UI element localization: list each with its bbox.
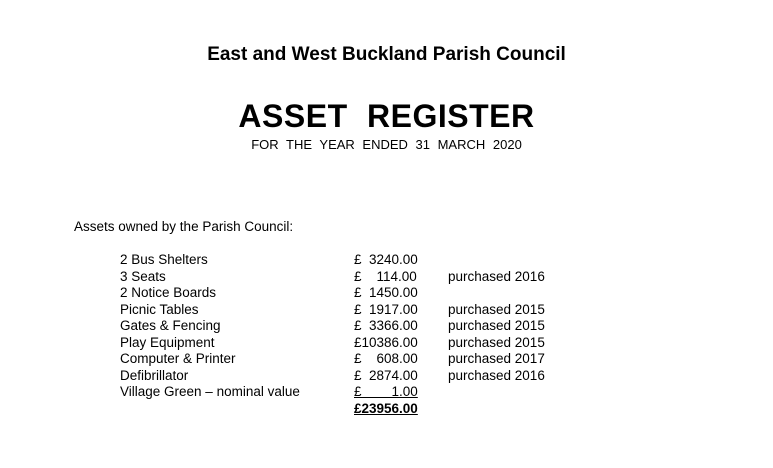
asset-name: 2 Notice Boards [120, 285, 217, 300]
page-subtitle: FOR THE YEAR ENDED 31 MARCH 2020 [251, 137, 522, 152]
asset-name: 3 Seats [120, 268, 166, 284]
asset-note: purchased 2015 [448, 301, 545, 317]
asset-note: purchased 2017 [448, 351, 545, 366]
asset-note: purchased 2015 [448, 318, 545, 333]
asset-name: Gates & Fencing [120, 318, 221, 333]
asset-name: Picnic Tables [120, 301, 199, 317]
intro-text: Assets owned by the Parish Council: [74, 219, 294, 234]
total-amount: £23956.00 [354, 400, 418, 416]
asset-amount: £ 1.00 [354, 384, 418, 399]
asset-amount: £ 114.00 [354, 268, 417, 284]
asset-note: purchased 2016 [448, 367, 545, 383]
asset-amount: £ 608.00 [354, 351, 418, 366]
asset-name: Computer & Printer [120, 351, 236, 366]
asset-name: 2 Bus Shelters [120, 252, 208, 267]
asset-name: Defibrillator [120, 367, 189, 383]
asset-amount: £ 1450.00 [354, 285, 418, 300]
asset-name: Play Equipment [120, 334, 215, 350]
council-name: East and West Buckland Parish Council [207, 44, 566, 65]
asset-amount: £10386.00 [354, 334, 418, 350]
asset-note: purchased 2016 [448, 268, 545, 284]
asset-note: purchased 2015 [448, 334, 545, 350]
asset-amount: £ 3366.00 [354, 318, 418, 333]
asset-amount: £ 3240.00 [354, 252, 418, 267]
asset-name: Village Green – nominal value [120, 384, 300, 399]
asset-amount: £ 2874.00 [354, 367, 418, 383]
asset-amount: £ 1917.00 [354, 301, 418, 317]
page-title: ASSET REGISTER [238, 98, 535, 134]
